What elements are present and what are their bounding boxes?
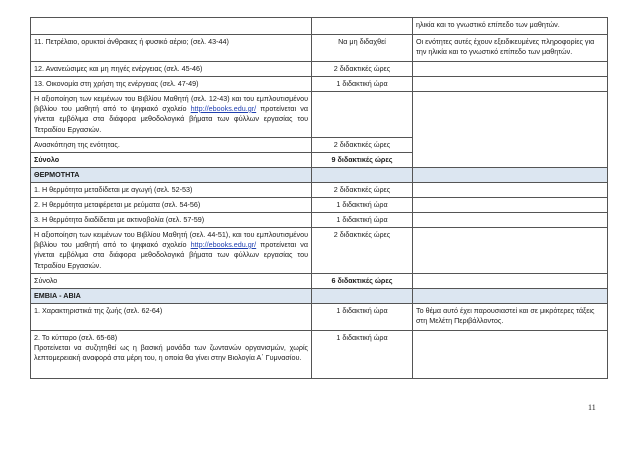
hours-cell: 1 διδακτική ώρα	[312, 198, 413, 213]
topic-cell: 12. Ανανεώσιμες και μη πηγές ενέργειας (σελ. 45-46)	[31, 62, 312, 77]
topic-cell: 2. Η θερμότητα μεταφέρεται με ρεύματα (σελ. 54-56)	[31, 198, 312, 213]
page-number: 11	[588, 403, 596, 412]
notes-cell	[413, 62, 608, 77]
topic-cell: 3. Η θερμότητα διαδίδεται με ακτινοβολία (σελ. 57-59)	[31, 213, 312, 228]
total-label: Σύνολο	[31, 274, 312, 289]
curriculum-table	[30, 17, 608, 379]
hours-cell: 1 διδακτική ώρα	[312, 77, 413, 92]
hours-cell: 2 διδακτικές ώρες	[312, 62, 413, 77]
notes-cell	[413, 274, 608, 289]
hours-cell	[312, 92, 413, 138]
table-row	[31, 18, 608, 35]
hours-cell: 1 διδακτική ώρα	[312, 331, 413, 379]
table-row	[31, 331, 608, 379]
table-row	[31, 228, 608, 274]
table-row	[31, 62, 608, 77]
topic-cell: 13. Οικονομία στη χρήση της ενέργειας (σελ. 47-49)	[31, 77, 312, 92]
total-row	[31, 274, 608, 289]
table-row	[31, 77, 608, 92]
ebook-note-text: Η αξιοποίηση των κειμένων του Βιβλίου Μαθητή (σελ. 44-51), και του εμπλουτισμένου βιβλίου του μαθητή από το ψηφιακό σχολείο	[34, 229, 308, 249]
hours-cell: 2 διδακτικές ώρες	[312, 138, 413, 153]
cell-topic-title: 2. Το κύτταρο (σελ. 65-68)	[34, 332, 118, 342]
total-hours: 9 διδακτικές ώρες	[312, 153, 413, 168]
notes-cell	[413, 213, 608, 228]
hours-cell: Να μη διδαχθεί	[312, 35, 413, 62]
hours-cell: 1 διδακτική ώρα	[312, 304, 413, 331]
cell-topic-cell	[31, 331, 312, 379]
notes-cell: Το θέμα αυτό έχει παρουσιαστεί και σε μικρότερες τάξεις στη Μελέτη Περιβάλλοντος.	[413, 304, 608, 331]
table-row	[31, 35, 608, 62]
hours-cell: 2 διδακτικές ώρες	[312, 228, 413, 274]
section-header-row	[31, 168, 608, 183]
section-title-life: ΕΜΒΙΑ - ΑΒΙΑ	[31, 289, 312, 304]
ebooks-link[interactable]: http://ebooks.edu.gr/	[190, 239, 257, 249]
ebook-note-text: Η αξιοποίηση των κειμένων του Βιβλίου Μαθητή (σελ. 12-43) και του εμπλουτισμένου βιβλίου του μαθητή από το ψηφιακό σχολείο	[34, 93, 308, 113]
table-row	[31, 183, 608, 198]
cell-topic-body: Προτείνεται να συζητηθεί ως η βασική μονάδα των ζωντανών οργανισμών, χωρίς λεπτομερειακή αναφορά στα μέρη του, η οποία θα γίνει στην Βιολογία Α΄ Γυμνασίου.	[34, 342, 308, 363]
notes-cell	[413, 331, 608, 379]
notes-cell	[413, 92, 608, 168]
topic-cell: 1. Η θερμότητα μεταδίδεται με αγωγή (σελ. 52-53)	[31, 183, 312, 198]
table-row	[31, 213, 608, 228]
notes-cell	[413, 228, 608, 274]
section-title-heat: ΘΕΡΜΟΤΗΤΑ	[31, 168, 312, 183]
table-row	[31, 92, 608, 138]
section-header-empty-cell	[312, 168, 413, 183]
ebook-note-cell	[31, 228, 312, 274]
notes-cell	[413, 183, 608, 198]
topic-cell: 11. Πετρέλαιο, ορυκτοί άνθρακες ή φυσικό αέριο; (σελ. 43-44)	[31, 35, 312, 62]
notes-cell	[413, 198, 608, 213]
hours-cell: 2 διδακτικές ώρες	[312, 183, 413, 198]
section-header-empty-cell	[413, 168, 608, 183]
total-label: Σύνολο	[31, 153, 312, 168]
section-header-row	[31, 289, 608, 304]
ebook-note-text: προτείνεται να γίνεται εμβόλιμα στα διάφορα μεθοδολογικά βήματα των φύλλων εργασίας του Τετραδίου Εργασιών.	[34, 239, 309, 270]
topic-cell: Ανασκόπηση της ενότητας.	[31, 138, 312, 153]
notes-cell: ηλικία και το γνωστικό επίπεδο των μαθητών.	[413, 18, 608, 35]
hours-cell	[312, 18, 413, 35]
notes-cell: Οι ενότητες αυτές έχουν εξειδικευμένες πληροφορίες για την ηλικία και το γνωστικό επίπεδο των μαθητών.	[413, 35, 608, 62]
table-row	[31, 304, 608, 331]
section-header-empty-cell	[413, 289, 608, 304]
ebook-note-text: προτείνεται να γίνεται εμβόλιμα στα διάφορα μεθοδολογικά βήματα των φύλλων εργασίας του Τετραδίου Εργασιών.	[34, 103, 309, 134]
notes-cell	[413, 77, 608, 92]
ebook-note-cell	[31, 92, 312, 138]
topic-cell	[31, 18, 312, 35]
section-header-empty-cell	[312, 289, 413, 304]
total-hours: 6 διδακτικές ώρες	[312, 274, 413, 289]
table-row	[31, 198, 608, 213]
topic-cell: 1. Χαρακτηριστικά της ζωής (σελ. 62-64)	[31, 304, 312, 331]
ebooks-link[interactable]: http://ebooks.edu.gr/	[190, 103, 257, 113]
hours-cell: 1 διδακτική ώρα	[312, 213, 413, 228]
